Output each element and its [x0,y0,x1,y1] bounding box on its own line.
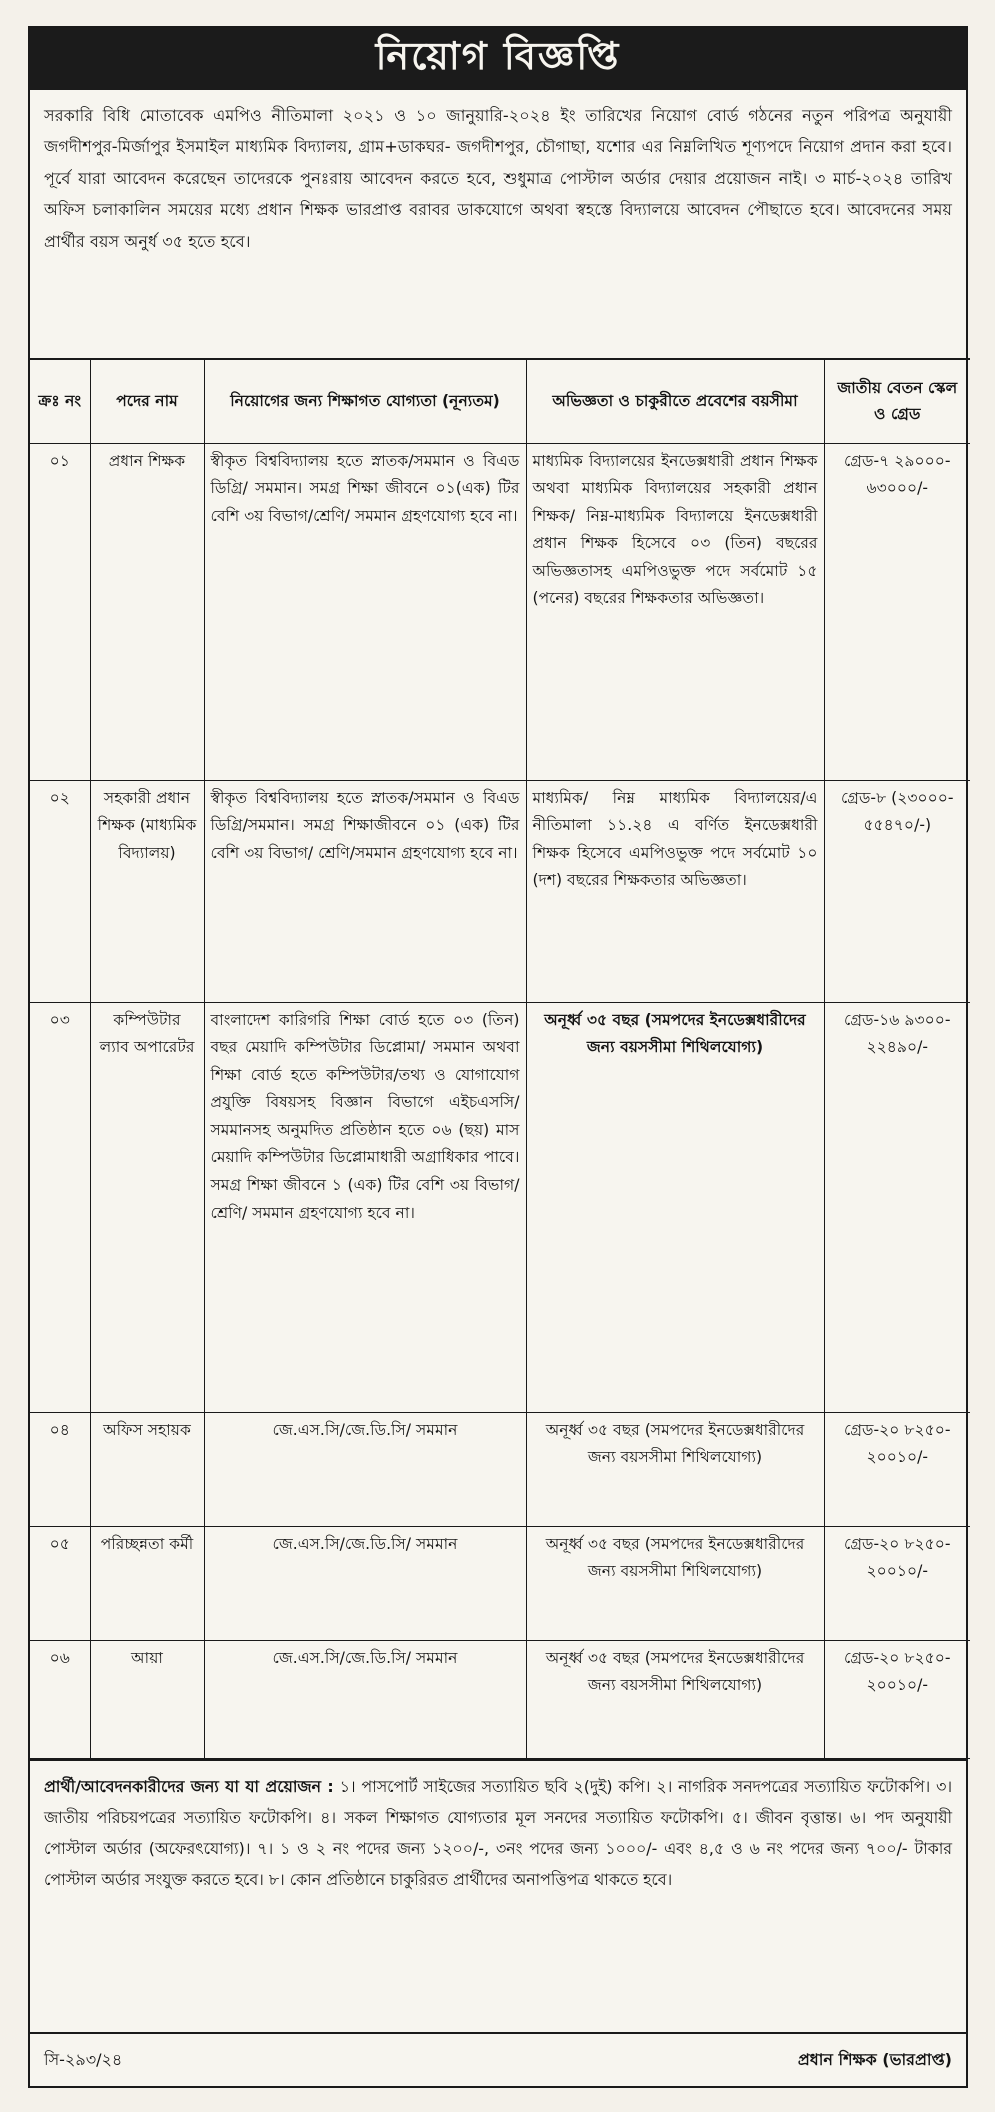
notice-intro: সরকারি বিধি মোতাবেক এমপিও নীতিমালা ২০২১ ও ১০ জানুয়ারি-২০২৪ ইং তারিখের নিয়োগ বোর্ড গঠনের নতুন পরিপত্র অনুযায়ী জগদীশপুর-মির্জাপুর ইসমাইল মাধ্যমিক বিদ্যালয়, গ্রাম+ডাকঘর- জগদীশপুর, চৌগাছা, যশোর এর নিম্নলিখিত শূণ্যপদে নিয়োগ প্রদান করা হবে। পূর্বে যারা আবেদন করেছেন তাদেরকে পুনঃরায় আবেদন করতে হবে, শুধুমাত্র পোস্টাল অর্ডার দেয়ার প্রয়োজন নাই। ৩ মার্চ-২০২৪ তারিখ অফিস চলাকালিন সময়ের মধ্যে প্রধান শিক্ষক ভারপ্রাপ্ত বরাবর ডাকযোগে অথবা স্বহস্তে বিদ্যালয়ে আবেদন পৌছাতে হবে। আবেদনের সময় প্রার্থীর বয়স অনুর্ধ ৩৫ হতে হবে। [44,106,952,251]
row-qualification: স্বীকৃত বিশ্ববিদ্যালয় হতে স্নাতক/সমমান ও বিএড ডিগ্রি/ সমমান। সমগ্র শিক্ষা জীবনে ০১(এক) টির বেশি ৩য় বিভাগ/শ্রেণি/ সমমান গ্রহণযোগ্য হবে না। [204,443,526,780]
header-post: পদের নাম [90,359,204,443]
signature: প্রধান শিক্ষক (ভারপ্রাপ্ত) [797,2049,952,2069]
row-pay-scale: গ্রেড-৮ (২৩০০০- ৫৫৪৭০/-) [824,780,970,1002]
row-pay-scale: গ্রেড-১৬ ৯৩০০- ২২৪৯০/- [824,1002,970,1412]
table-row [30,443,970,780]
notice-footer [30,2032,966,2086]
row-qualification: জে.এস.সি/জে.ডি.সি/ সমমান [204,1412,526,1526]
row-post: কম্পিউটার ল্যাব অপারেটর [90,1002,204,1412]
row-pay-scale: গ্রেড-২০ ৮২৫০- ২০০১০/- [824,1412,970,1526]
requirements-text: ১। পাসপোর্ট সাইজের সত্যায়িত ছবি ২(দুই) কপি। ২। নাগরিক সনদপত্রের সত্যায়িত ফটোকপি। ৩। জাতীয় পরিচয়পত্রের সত্যায়িত ফটোকপি। ৪। সকল শিক্ষাগত যোগ্যতার মূল সনদের সত্যায়িত ফটোকপি। ৫। জীবন বৃত্তান্ত। ৬। পদ অনুযায়ী পোস্টাল অর্ডার (অফেরৎযোগ্য)। ৭। ১ ও ২ নং পদের জন্য ১২০০/-, ৩নং পদের জন্য ১০০০/- এবং ৪,৫ ও ৬ নং পদের জন্য ৭০০/- টাকার পোস্টাল অর্ডার সংযুক্ত করতে হবে। ৮। কোন প্রতিষ্ঠানে চাকুরিরত প্রার্থীদের অনাপত্তিপত্র থাকতে হবে। [44,1776,952,1889]
notice-sheet [28,26,968,2088]
row-serial: ০৩ [30,1002,90,1412]
row-pay-scale: গ্রেড-২০ ৮২৫০- ২০০১০/- [824,1640,970,1758]
row-qualification: বাংলাদেশ কারিগরি শিক্ষা বোর্ড হতে ০৩ (তিন) বছর মেয়াদি কম্পিউটার ডিপ্লোমা/ সমমান অথবা শিক্ষা বোর্ড হতে কম্পিউটার/তথ্য ও যোগাযোগ প্রযুক্তি বিষয়সহ বিজ্ঞান বিভাগে এইচএসসি/ সমমানসহ অনুমদিত প্রতিষ্ঠান হতে ০৬ (ছয়) মাস মেয়াদি কম্পিউটার ডিপ্লোমাধারী অগ্রাধিকার পাবে। সমগ্র শিক্ষা জীবনে ১ (এক) টির বেশি ৩য় বিভাগ/শ্রেণি/ সমমান গ্রহণযোগ্য হবে না। [204,1002,526,1412]
row-experience: অনূর্ধ্ব ৩৫ বছর (সমপদের ইনডেক্সধারীদের জন্য বয়সসীমা শিথিলযোগ্য) [526,1526,824,1640]
row-experience: অনূর্ধ্ব ৩৫ বছর (সমপদের ইনডেক্সধারীদের জন্য বয়সসীমা শিথিলযোগ্য) [526,1412,824,1526]
row-pay-scale: গ্রেড-৭ ২৯০০০- ৬৩০০০/- [824,443,970,780]
row-serial: ০৬ [30,1640,90,1758]
row-qualification: জে.এস.সি/জে.ডি.সি/ সমমান [204,1640,526,1758]
row-qualification: জে.এস.সি/জে.ডি.সি/ সমমান [204,1526,526,1640]
row-experience: অনূর্ধ্ব ৩৫ বছর (সমপদের ইনডেক্সধারীদের জন্য বয়সসীমা শিথিলযোগ্য) [526,1002,824,1412]
row-experience: মাধ্যমিক/ নিম্ন মাধ্যমিক বিদ্যালয়ের/এ নীতিমালা ১১.২৪ এ বর্ণিত ইনডেক্সধারী শিক্ষক হিসেবে এমপিওভুক্ত পদে সর্বমোট ১০ (দশ) বছরের শিক্ষকতার অভিজ্ঞতা। [526,780,824,1002]
row-serial: ০৫ [30,1526,90,1640]
row-post: আয়া [90,1640,204,1758]
table-header-row [30,359,970,443]
header-qualification: নিয়োগের জন্য শিক্ষাগত যোগ্যতা (নূন্যতম) [204,359,526,443]
table-row [30,1526,970,1640]
header-pay-scale: জাতীয় বেতন স্কেল ও গ্রেড [824,359,970,443]
row-serial: ০৪ [30,1412,90,1526]
row-pay-scale: গ্রেড-২০ ৮২৫০- ২০০১০/- [824,1526,970,1640]
row-post: প্রধান শিক্ষক [90,443,204,780]
vacancy-table [30,358,970,1759]
table-row [30,1640,970,1758]
notice-title: নিয়োগ বিজ্ঞপ্তি [30,28,966,90]
table-row [30,780,970,1002]
row-post: সহকারী প্রধান শিক্ষক (মাধ্যমিক বিদ্যালয়) [90,780,204,1002]
requirements-section [30,1759,966,1975]
row-experience: মাধ্যমিক বিদ্যালয়ের ইনডেক্সধারী প্রধান শিক্ষক অথবা মাধ্যমিক বিদ্যালয়ের সহকারী প্রধান শিক্ষক/ নিম্ন-মাধ্যমিক বিদ্যালয়ে ইনডেক্সধারী প্রধান শিক্ষক হিসেবে ০৩ (তিন) বছরের অভিজ্ঞতাসহ এমপিওভুক্ত পদে সর্বমোট ১৫ (পনের) বছরের শিক্ষকতার অভিজ্ঞতা। [526,443,824,780]
row-experience: অনূর্ধ্ব ৩৫ বছর (সমপদের ইনডেক্সধারীদের জন্য বয়সসীমা শিথিলযোগ্য) [526,1640,824,1758]
row-post: পরিচ্ছন্নতা কর্মী [90,1526,204,1640]
row-post: অফিস সহায়ক [90,1412,204,1526]
header-experience: অভিজ্ঞতা ও চাকুরীতে প্রবেশের বয়সীমা [526,359,824,443]
table-row [30,1002,970,1412]
row-qualification: স্বীকৃত বিশ্ববিদ্যালয় হতে স্নাতক/সমমান ও বিএড ডিগ্রি/সমমান। সমগ্র শিক্ষাজীবনে ০১ (এক) টির বেশি ৩য় বিভাগ/ শ্রেণি/সমমান গ্রহণযোগ্য হবে না। [204,780,526,1002]
header-serial: ক্রঃ নং [30,359,90,443]
row-serial: ০১ [30,443,90,780]
requirements-lead: প্রার্থী/আবেদনকারীদের জন্য যা যা প্রয়োজন : [44,1776,334,1796]
table-row [30,1412,970,1526]
row-serial: ০২ [30,780,90,1002]
advert-code: সি-২৯৩/২৪ [44,2049,123,2069]
